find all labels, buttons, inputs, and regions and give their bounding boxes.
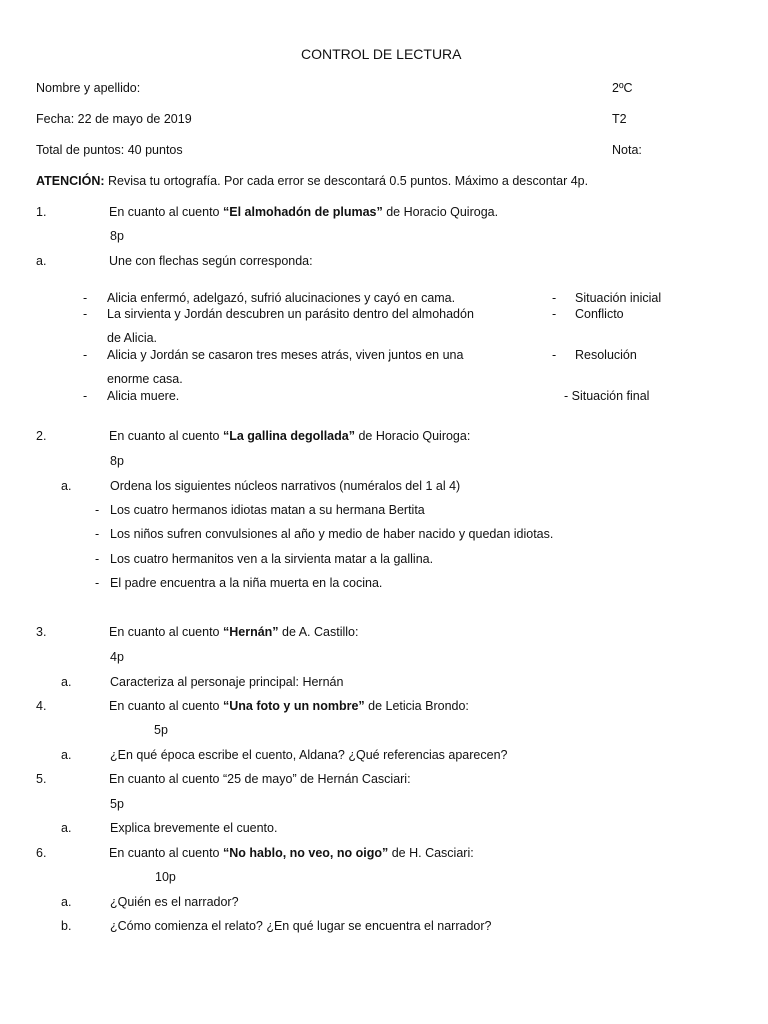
q3-statement [109,624,358,640]
q2-dash: - [95,503,100,517]
q6-a-text: ¿Quién es el narrador? [110,895,239,909]
q2-item: Los niños sufren convulsiones al año y medio de haber nacido y quedan idiotas. [110,527,554,541]
q6-points: 10p [155,870,176,884]
q4-number: 4. [36,699,47,713]
q2-dash: - [95,576,100,590]
q1-number: 1. [36,205,47,219]
q4-a-label: a. [61,748,72,762]
q1-statement [109,204,498,220]
q6-b-text: ¿Cómo comienza el relato? ¿En qué lugar se encuentra el narrador? [110,919,492,933]
q3-a-text: Caracteriza al personaje principal: Hernán [110,675,344,689]
q5-a-label: a. [61,821,72,835]
q1-left-item: La sirvienta y Jordán descubren un parásito dentro del almohadón [107,307,474,321]
q1-right-dash: - [552,291,557,305]
q2-item: El padre encuentra a la niña muerta en la cocina. [110,576,383,590]
q2-item: Los cuatro hermanitos ven a la sirvienta matar a la gallina. [110,552,434,566]
q2-text-post: de Horacio Quiroga: [354,429,471,443]
q1-right-item: - Situación final [564,389,650,403]
q4-text-post: de Leticia Brondo: [364,699,469,713]
q1-left-dash: - [83,348,88,362]
q6-story: “No hablo, no veo, no oigo” [222,846,389,860]
q1-left-dash: - [83,389,88,403]
notice [36,173,588,189]
q2-points: 8p [110,454,124,468]
q2-dash: - [95,552,100,566]
q6-text-pre: En cuanto al cuento [109,846,223,860]
q2-story: “La gallina degollada” [222,429,355,443]
q1-left-item: Alicia muere. [107,389,180,403]
q5-statement: En cuanto al cuento “25 de mayo” de Hernán Casciari: [109,772,411,786]
q1-right-item: Situación inicial [575,291,662,305]
q6-a-label: a. [61,895,72,909]
q3-number: 3. [36,625,47,639]
q1-left-item-continued: de Alicia. [107,331,158,345]
q5-a-text: Explica brevemente el cuento. [110,821,278,835]
q2-text-pre: En cuanto al cuento [109,429,223,443]
q1-left-dash: - [83,307,88,321]
q4-statement [109,698,469,714]
q2-number: 2. [36,429,47,443]
grade-label: Nota: [612,143,642,157]
total-points-label: Total de puntos: 40 puntos [36,143,183,157]
q1-a-label: a. [36,254,47,268]
q2-a-label: a. [61,479,72,493]
q4-points: 5p [154,723,168,737]
q5-number: 5. [36,772,47,786]
q1-right-dash: - [552,307,557,321]
q1-left-item: Alicia y Jordán se casaron tres meses atrás, viven juntos en una [107,348,464,362]
q6-statement [109,845,474,861]
q4-text-pre: En cuanto al cuento [109,699,223,713]
group-label: 2ºC [612,81,633,95]
q2-statement [109,428,470,444]
notice-label: ATENCIÓN: [36,174,105,188]
q1-right-dash: - [552,348,557,362]
q1-left-dash: - [83,291,88,305]
q1-right-item: Conflicto [575,307,624,321]
q6-text-post: de H. Casciari: [388,846,474,860]
q1-text-pre: En cuanto al cuento [109,205,223,219]
q1-right-item: Resolución [575,348,637,362]
q1-points: 8p [110,229,124,243]
q3-story: “Hernán” [222,625,279,639]
q1-left-item: Alicia enfermó, adelgazó, sufrió alucinaciones y cayó en cama. [107,291,456,305]
notice-text: Revisa tu ortografía. Por cada error se descontará 0.5 puntos. Máximo a descontar 4p. [104,174,589,188]
q2-a-text: Ordena los siguientes núcleos narrativos (numéralos del 1 al 4) [110,479,461,493]
q6-b-label: b. [61,919,72,933]
page-title: CONTROL DE LECTURA [301,46,462,62]
q5-points: 5p [110,797,124,811]
q3-points: 4p [110,650,124,664]
q2-dash: - [95,527,100,541]
q3-a-label: a. [61,675,72,689]
q4-story: “Una foto y un nombre” [222,699,365,713]
q3-text-pre: En cuanto al cuento [109,625,223,639]
q1-story: “El almohadón de plumas” [222,205,383,219]
q1-a-text: Une con flechas según corresponda: [109,254,313,268]
q1-text-post: de Horacio Quiroga. [382,205,499,219]
q3-text-post: de A. Castillo: [278,625,359,639]
date-label: Fecha: 22 de mayo de 2019 [36,112,192,126]
term-label: T2 [612,112,627,126]
q4-a-text: ¿En qué época escribe el cuento, Aldana? ¿Qué referencias aparecen? [110,748,508,762]
q1-left-item-continued: enorme casa. [107,372,183,386]
name-label: Nombre y apellido: [36,81,141,95]
q2-item: Los cuatro hermanos idiotas matan a su hermana Bertita [110,503,425,517]
q6-number: 6. [36,846,47,860]
